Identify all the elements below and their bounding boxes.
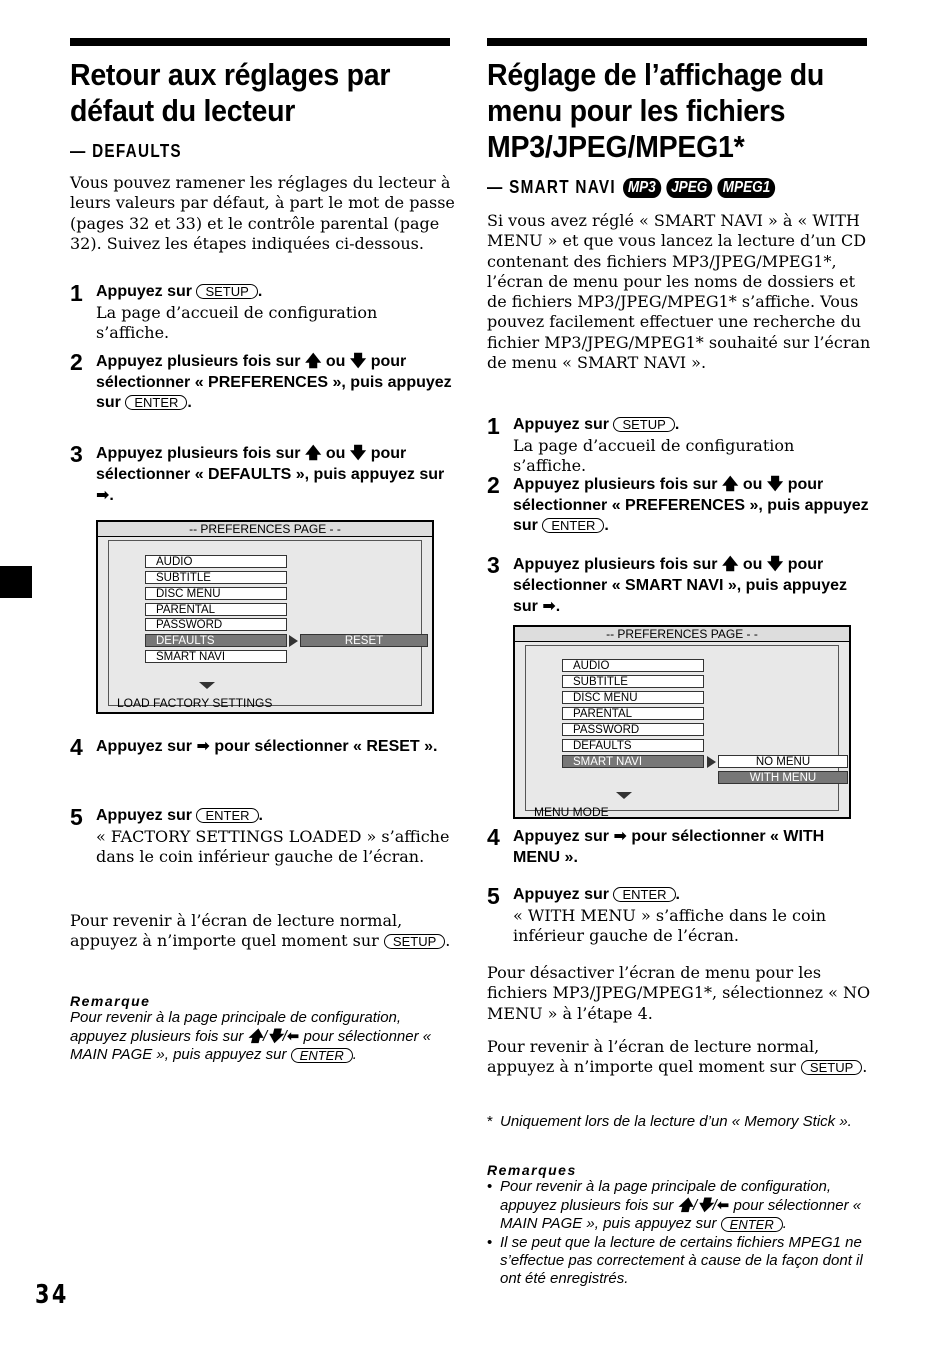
instruction-text: Appuyez plusieurs fois sur xyxy=(513,556,722,573)
preferences-screen xyxy=(96,520,434,714)
instruction-text: . xyxy=(555,598,561,615)
step-description: « WITH MENU » s’affiche dans le coin inférieur gauche de l’écran. xyxy=(513,905,827,945)
mp3-logo-icon: MP3 xyxy=(623,178,661,198)
menu-item-disc-menu: DISC MENU xyxy=(562,691,704,704)
step-number: 5 xyxy=(487,883,500,909)
step-number: 4 xyxy=(70,734,83,760)
menu-item-audio: AUDIO xyxy=(562,659,704,672)
menu-item-smart-navi: SMART NAVI xyxy=(145,650,287,663)
screen-menu-area xyxy=(525,645,839,819)
step-instruction xyxy=(96,736,438,758)
slash-text: / xyxy=(263,1028,268,1046)
down-arrow-icon: 🡇 xyxy=(349,351,367,370)
subtitle-text: — SMART NAVI xyxy=(487,177,616,197)
enter-key-icon: ENTER xyxy=(125,395,187,410)
menu-item-subtitle: SUBTITLE xyxy=(562,675,704,688)
option-no-menu: NO MENU xyxy=(718,755,848,768)
preferences-screen xyxy=(513,625,851,819)
paragraph-text: . xyxy=(862,1057,868,1077)
right-arrow-icon: ➡ xyxy=(613,826,627,845)
step-instruction xyxy=(96,443,455,507)
up-arrow-icon: 🡅 xyxy=(721,554,739,573)
step-4 xyxy=(70,736,455,758)
title-line: menu pour les fichiers xyxy=(487,93,786,128)
step-instruction xyxy=(96,806,455,827)
section-subtitle xyxy=(70,141,393,162)
footnote xyxy=(487,1113,872,1131)
bullet-icon: • xyxy=(487,1178,493,1195)
left-arrow-icon: ⬅ xyxy=(716,1196,730,1215)
note-span: Pour revenir à la page principale de configuration, appuyez plusieurs fois sur xyxy=(70,1009,402,1046)
instruction-text: Appuyez sur xyxy=(96,738,197,755)
return-paragraph xyxy=(70,911,455,952)
disable-paragraph: Pour désactiver l’écran de menu pour les fichiers MP3/JPEG/MPEG1*, sélectionnez « NO MENU » à l’étape 4. xyxy=(487,963,871,1023)
screen-title: -- PREFERENCES PAGE - - xyxy=(515,627,849,642)
section-rule xyxy=(487,38,867,46)
menu-item-parental: PARENTAL xyxy=(145,603,287,616)
down-arrow-icon: 🡇 xyxy=(267,1027,283,1046)
up-arrow-icon: 🡅 xyxy=(247,1027,264,1046)
bullet-icon: • xyxy=(487,1233,493,1251)
note-span: pour sélectionner « MAIN PAGE », puis appuyez sur xyxy=(500,1197,862,1233)
screen-footer: MENU MODE xyxy=(534,805,609,819)
instruction-text: . xyxy=(187,394,192,411)
notes-block xyxy=(487,1162,872,1288)
step-5 xyxy=(487,885,872,946)
right-arrow-icon: ➡ xyxy=(542,596,556,615)
setup-key-icon: SETUP xyxy=(801,1060,862,1075)
instruction-text: ou xyxy=(321,353,350,370)
step-5 xyxy=(70,806,455,867)
footnote-text: Uniquement lors de la lecture d’un « Memory Stick ». xyxy=(500,1113,852,1130)
step-number: 3 xyxy=(70,441,83,467)
instruction-text: . xyxy=(257,283,263,300)
down-arrow-icon: 🡇 xyxy=(766,554,784,573)
notes-heading: Remarques xyxy=(487,1162,577,1178)
section-title xyxy=(70,57,456,129)
note-span: Pour revenir à la page principale de configuration, appuyez plusieurs fois sur xyxy=(500,1178,832,1215)
menu-item-smart-navi: SMART NAVI xyxy=(562,755,704,768)
step-number: 5 xyxy=(70,804,83,830)
paragraph-text: Pour revenir à l’écran de lecture normal, appuyez à n’importe quel moment sur xyxy=(487,1037,820,1077)
instruction-text: Appuyez plusieurs fois sur xyxy=(96,353,305,370)
instruction-text: Appuyez sur xyxy=(513,886,614,903)
section-subtitle xyxy=(487,177,810,198)
instruction-text: . xyxy=(109,487,114,504)
step-3 xyxy=(70,443,455,507)
setup-key-icon: SETUP xyxy=(613,417,674,432)
enter-key-icon: ENTER xyxy=(196,808,258,823)
section-title xyxy=(487,57,873,165)
step-number: 3 xyxy=(487,552,500,578)
step-description: La page d’accueil de configuration s’affiche. xyxy=(513,435,795,475)
note-text xyxy=(500,1178,872,1234)
up-arrow-icon: 🡅 xyxy=(677,1196,694,1215)
up-arrow-icon: 🡅 xyxy=(304,443,322,462)
step-number: 1 xyxy=(487,413,500,439)
step-2 xyxy=(487,474,872,537)
step-number: 1 xyxy=(70,280,83,306)
instruction-text: pour sélectionner « RESET ». xyxy=(209,738,438,755)
slash-text: / xyxy=(282,1028,287,1046)
enter-key-icon: ENTER xyxy=(721,1217,783,1232)
step-number: 2 xyxy=(487,472,500,498)
paragraph-text: Pour revenir à l’écran de lecture normal, appuyez à n’importe quel moment sur xyxy=(70,911,403,951)
subtitle-text: — DEFAULTS xyxy=(70,141,182,161)
step-instruction xyxy=(513,415,872,436)
instruction-text: pour sélectionner « PREFERENCES », puis appuyez sur xyxy=(96,353,452,411)
screen-menu-area xyxy=(108,540,422,710)
instruction-text: Appuyez sur xyxy=(513,828,614,845)
section-rule xyxy=(70,38,450,46)
screen-footer: LOAD FACTORY SETTINGS xyxy=(117,696,273,710)
up-arrow-icon: 🡅 xyxy=(721,474,739,493)
instruction-text: pour sélectionner « PREFERENCES », puis appuyez sur xyxy=(513,476,869,534)
return-paragraph xyxy=(487,1037,872,1078)
scroll-down-icon xyxy=(199,682,215,689)
page-number: 34 xyxy=(35,1280,69,1310)
menu-item-password: PASSWORD xyxy=(562,723,704,736)
intro-paragraph: Vous pouvez ramener les réglages du lecteur à leurs valeurs par défaut, à part le mot de passe (pages 32 et 33) et le contrôle parental (page 32). Suivez les étapes indiquées ci-dessous. xyxy=(70,173,455,253)
title-line: Retour aux réglages par xyxy=(70,57,391,92)
format-logos xyxy=(623,178,776,198)
instruction-text: pour sélectionner « SMART NAVI », puis appuyez sur xyxy=(513,556,847,615)
enter-key-icon: ENTER xyxy=(291,1048,353,1063)
scroll-down-icon xyxy=(616,792,632,799)
note-span: pour sélectionner « MAIN PAGE », puis appuyez sur xyxy=(70,1028,432,1064)
right-arrow-icon: ➡ xyxy=(196,736,210,755)
enter-key-icon: ENTER xyxy=(542,518,604,533)
slash-text: / xyxy=(712,1197,717,1215)
step-description: La page d’accueil de configuration s’affiche. xyxy=(96,302,378,342)
step-number: 4 xyxy=(487,824,500,850)
menu-item-subtitle: SUBTITLE xyxy=(145,571,287,584)
step-1 xyxy=(70,282,455,343)
menu-item-disc-menu: DISC MENU xyxy=(145,587,287,600)
note-text: Il se peut que la lecture de certains fichiers MPEG1 ne s’effectue pas correctement à cause de la façon dont il ont été enregistrés. xyxy=(500,1233,863,1288)
step-number: 2 xyxy=(70,349,83,375)
down-arrow-icon: 🡇 xyxy=(349,443,367,462)
note-span: . xyxy=(782,1215,787,1233)
up-arrow-icon: 🡅 xyxy=(304,351,322,370)
instruction-text: Appuyez sur xyxy=(96,807,197,824)
instruction-text: . xyxy=(674,416,680,433)
right-column xyxy=(487,38,871,1288)
instruction-text: Appuyez plusieurs fois sur xyxy=(513,476,722,493)
option-with-menu: WITH MENU xyxy=(718,771,848,784)
slash-text: / xyxy=(693,1197,698,1215)
menu-item-audio: AUDIO xyxy=(145,555,287,568)
menu-item-defaults: DEFAULTS xyxy=(145,634,287,647)
menu-item-parental: PARENTAL xyxy=(562,707,704,720)
pointer-icon xyxy=(289,635,298,647)
setup-key-icon: SETUP xyxy=(196,284,257,299)
step-2 xyxy=(70,351,455,414)
note-item xyxy=(487,1178,872,1234)
instruction-text: Appuyez sur xyxy=(96,283,197,300)
instruction-text: pour sélectionner « WITH MENU ». xyxy=(513,828,825,866)
step-instruction xyxy=(513,826,872,868)
title-line: Réglage de l’affichage du xyxy=(487,57,825,92)
instruction-text: ou xyxy=(738,476,767,493)
option-reset: RESET xyxy=(300,634,428,647)
step-description: « FACTORY SETTINGS LOADED » s’affiche dans le coin inférieur gauche de l’écran. xyxy=(96,826,450,866)
instruction-text: . xyxy=(258,807,263,824)
instruction-text: Appuyez plusieurs fois sur xyxy=(96,445,305,462)
down-arrow-icon: 🡇 xyxy=(697,1196,713,1215)
left-arrow-icon: ⬅ xyxy=(286,1027,300,1046)
title-line: défaut du lecteur xyxy=(70,93,296,128)
note-item xyxy=(487,1234,872,1289)
paragraph-text: . xyxy=(445,931,451,951)
setup-key-icon: SETUP xyxy=(384,934,445,949)
menu-item-defaults: DEFAULTS xyxy=(562,739,704,752)
step-4 xyxy=(487,826,872,868)
instruction-text: . xyxy=(675,886,680,903)
instruction-text: ou xyxy=(321,445,350,462)
intro-paragraph: Si vous avez réglé « SMART NAVI » à « WITH MENU » et que vous lancez la lecture d’un CD contenant des fichiers MP3/JPEG/MPEG1*, l’écran de menu pour les noms de dossiers et de fichiers MP3/JPEG/MPEG1* s’affiche. Vous pouvez facilement effectuer une recherche du fichier MP3/JPEG/MPEG1* souhaité sur l’écran de menu « SMART NAVI ». xyxy=(487,211,871,373)
step-instruction xyxy=(96,282,455,303)
title-line: MP3/JPEG/MPEG1* xyxy=(487,129,745,164)
instruction-text: Appuyez sur xyxy=(513,416,614,433)
step-3 xyxy=(487,554,872,618)
down-arrow-icon: 🡇 xyxy=(766,474,784,493)
left-column xyxy=(70,38,455,1064)
note-text xyxy=(70,1009,455,1065)
note-heading: Remarque xyxy=(70,993,151,1009)
step-instruction xyxy=(96,351,455,414)
instruction-text: ou xyxy=(738,556,767,573)
pointer-icon xyxy=(707,756,716,768)
note-span: . xyxy=(352,1046,357,1064)
menu-item-password: PASSWORD xyxy=(145,618,287,631)
footnote-mark: * xyxy=(487,1113,493,1130)
step-instruction xyxy=(513,885,872,906)
screen-title: -- PREFERENCES PAGE - - xyxy=(98,522,432,537)
note-block xyxy=(70,993,455,1065)
instruction-text: pour sélectionner « DEFAULTS », puis appuyez sur xyxy=(96,445,445,483)
chapter-tab xyxy=(0,566,32,598)
jpeg-logo-icon: JPEG xyxy=(666,178,712,198)
step-instruction xyxy=(513,554,872,618)
right-arrow-icon: ➡ xyxy=(96,485,110,504)
mpeg1-logo-icon: MPEG1 xyxy=(718,178,776,198)
instruction-text: . xyxy=(604,517,609,534)
step-instruction xyxy=(513,474,872,537)
step-1 xyxy=(487,415,872,476)
enter-key-icon: ENTER xyxy=(613,887,675,902)
